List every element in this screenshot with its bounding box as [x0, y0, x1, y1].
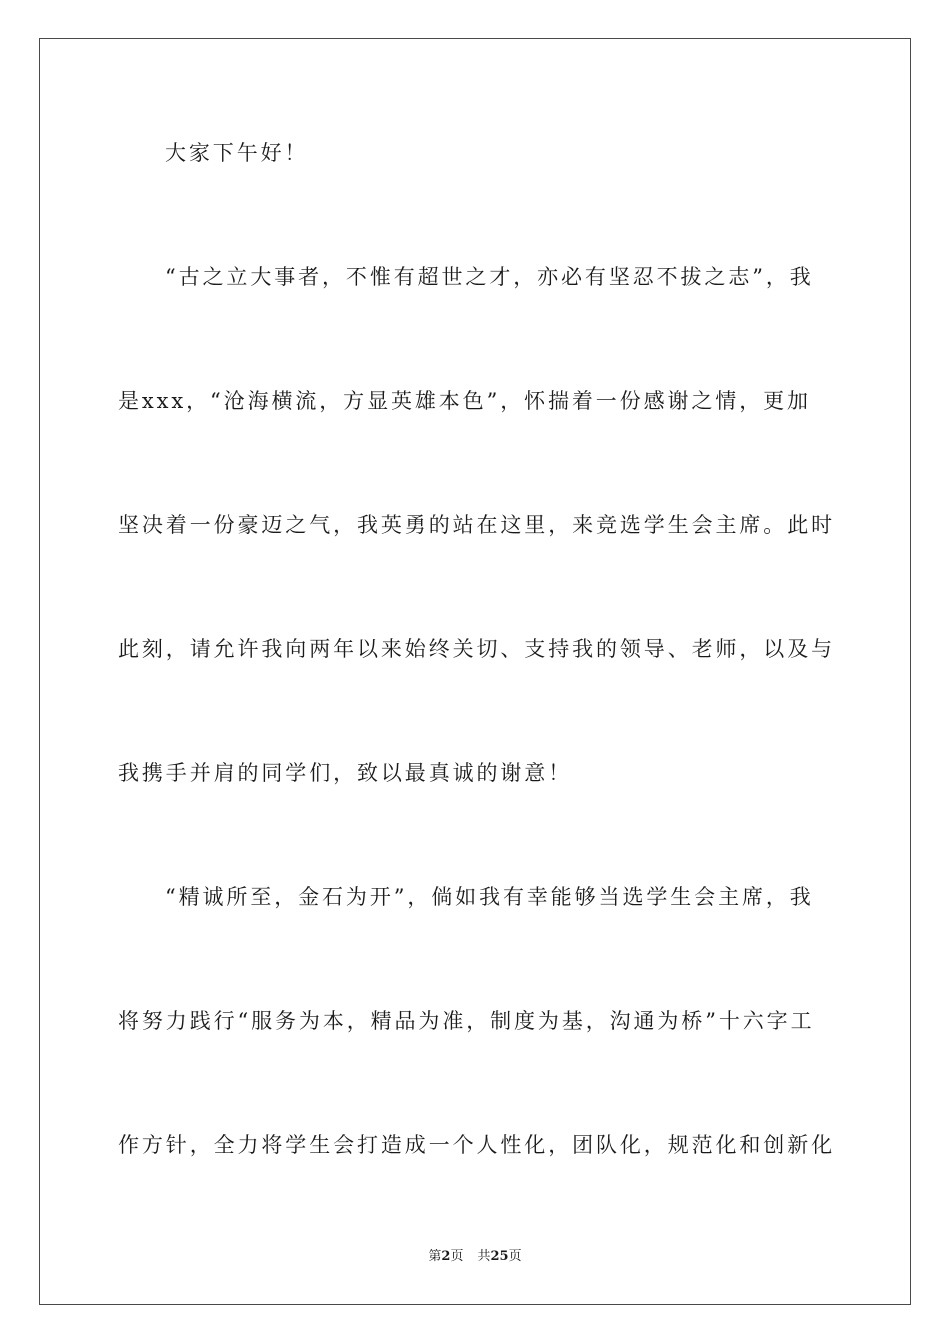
footer-page-suffix: 页	[450, 1249, 464, 1264]
text-line: 此刻，请允许我向两年以来始终关切、支持我的领导、老师，以及与	[118, 637, 835, 661]
text-line: 作方针，全力将学生会打造成一个人性化，团队化，规范化和创新化	[118, 1133, 835, 1157]
text-line: 坚决着一份豪迈之气，我英勇的站在这里，来竞选学生会主席。此时	[118, 513, 835, 537]
page-border	[39, 38, 911, 1305]
text-line: 我携手并肩的同学们，致以最真诚的谢意！	[118, 761, 573, 785]
footer-total-pages: 25	[490, 1249, 509, 1264]
text-line-quote-opening: “古之立大事者，不惟有超世之才，亦必有坚忍不拔之志”，我	[165, 265, 814, 289]
page-footer	[0, 1248, 950, 1266]
text-line: 将努力践行“服务为本，精品为准，制度为基，沟通为桥”十六字工	[118, 1009, 815, 1033]
footer-total-suffix: 页	[508, 1249, 522, 1264]
footer-total-prefix: 共	[477, 1249, 491, 1264]
text-line-greeting: 大家下午好！	[165, 141, 309, 165]
footer-page-number: 2	[441, 1249, 451, 1264]
footer-page-prefix: 第	[428, 1249, 442, 1264]
text-line-quote-second: “精诚所至，金石为开”，倘如我有幸能够当选学生会主席，我	[165, 885, 814, 909]
text-line: 是xxx，“沧海横流，方显英雄本色”，怀揣着一份感谢之情，更加	[118, 389, 811, 413]
